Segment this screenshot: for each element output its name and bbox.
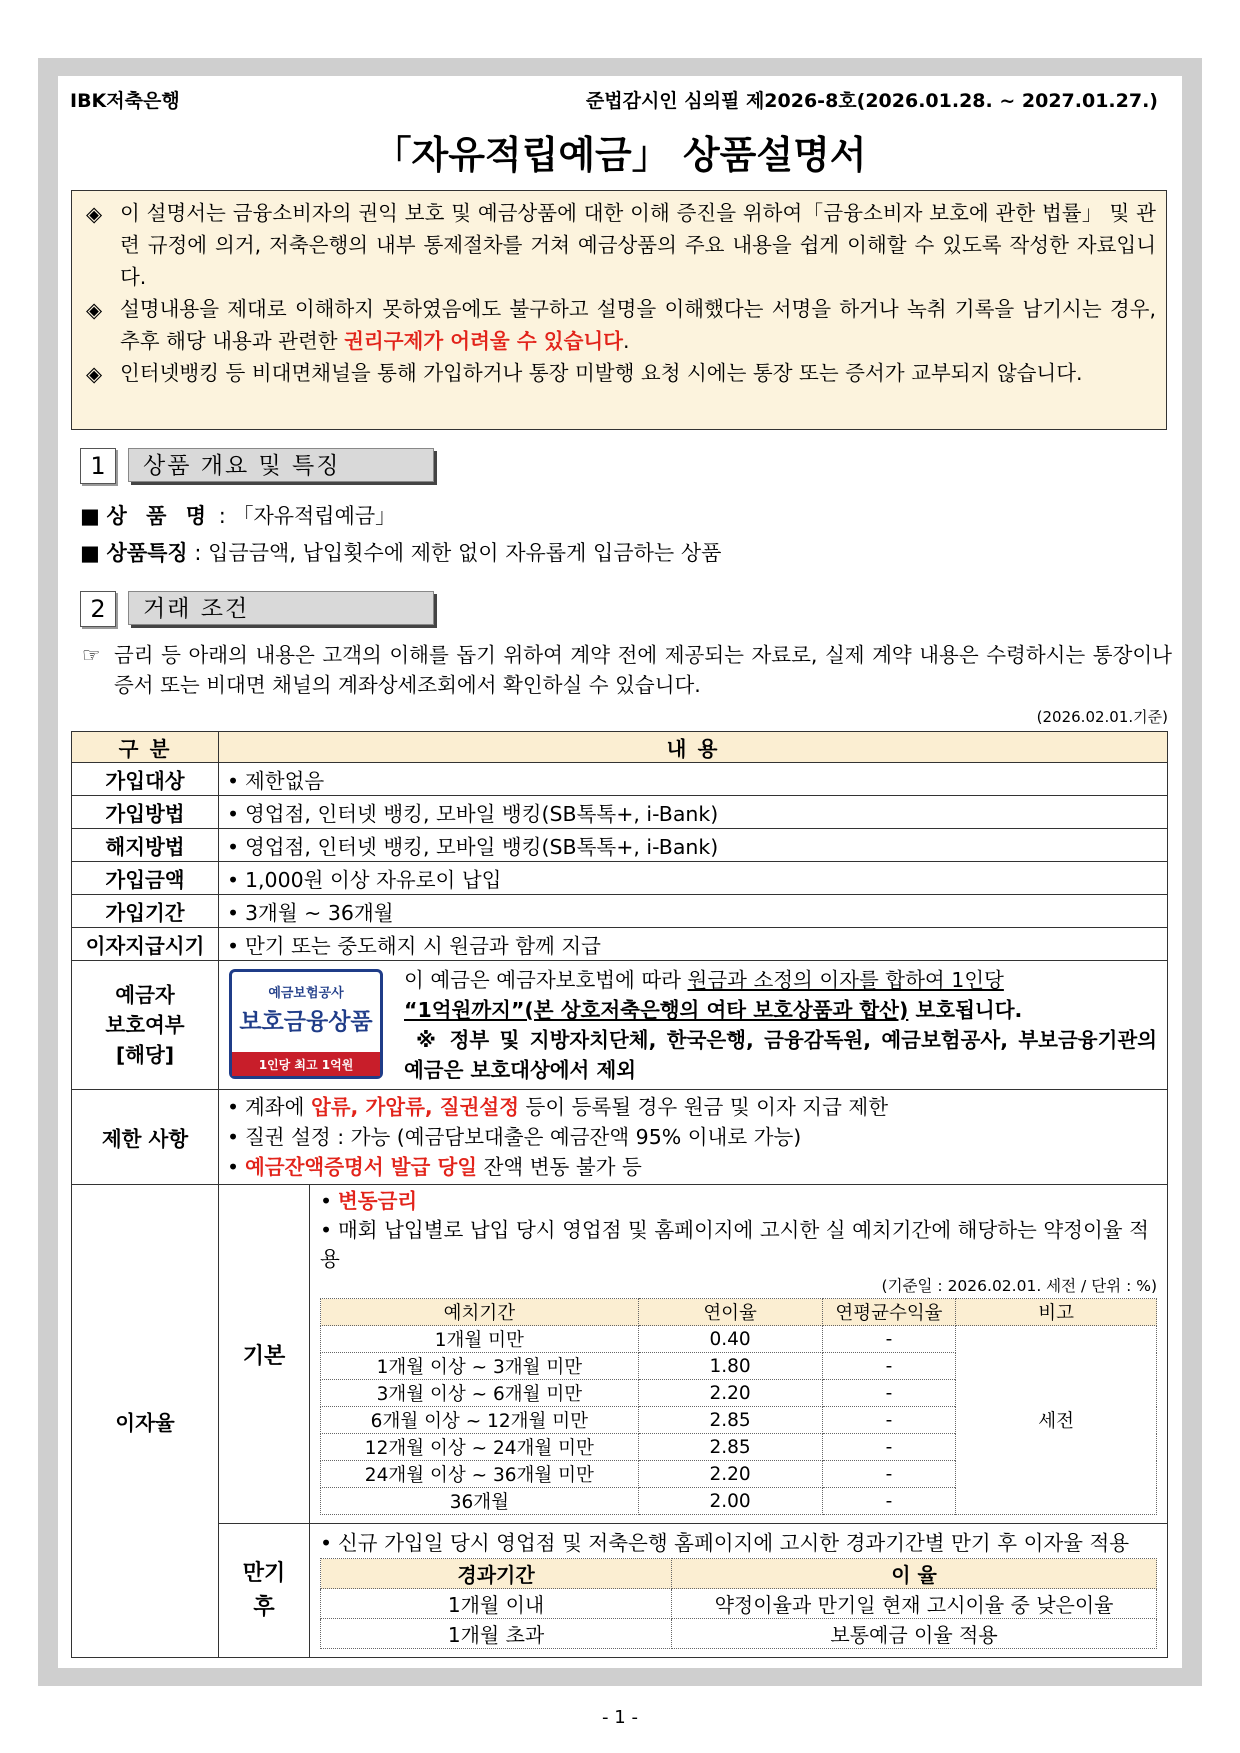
deposit-protection-seal: 예금보험공사 보호금융상품 1인당 최고 1억원 [229,969,383,1079]
terms-table [71,731,1168,1658]
rate-row: 24개월 이상 ~ 36개월 미만 2.20 - [321,1461,1157,1488]
notice-box [71,190,1167,430]
diamond-bullet-icon: ◈ [86,298,103,322]
maturity-row: 1개월 이내 약정이율과 만기일 현재 고시이율 중 낮은이율 [321,1589,1157,1619]
document-title: 「자유적립예금」 상품설명서 [373,133,867,177]
rate-row: 1개월 이상 ~ 3개월 미만 1.80 - [321,1353,1157,1380]
table-row: 해지방법 • 영업점, 인터넷 뱅킹, 모바일 뱅킹(SB톡톡+, i-Bank) [72,829,1168,862]
rate-row: 12개월 이상 ~ 24개월 미만 2.85 - [321,1434,1157,1461]
rate-row: 3개월 이상 ~ 6개월 미만 2.20 - [321,1380,1157,1407]
diamond-bullet-icon: ◈ [86,202,103,226]
protection-row: 예금자 보호여부 [해당] 예금보험공사 보호금융상품 1인당 최고 1억원 이 예금은 예금자보호법에 따라 원금과 소정의 이자를 합하여 1인당 “1억원까지”(본 상호저축은행의 여타 보호상품과 합산) 보호됩니다. ※ 정부 및 지방자치단체, 한국은행, 금융감독원, 예금보험공사, 부보금융기관의 예금은 보호대상에서 제외 [72,961,1168,1090]
table-row: 가입기간 • 3개월 ~ 36개월 [72,895,1168,928]
interest-maturity-row: 만기 후 • 신규 가입일 당시 영업점 및 저축은행 홈페이지에 고시한 경과기간별 만기 후 이자율 적용 경과기간 이 율 1개월 이내 약정이율과 만기일 현재 고시이율 중 낮은이율 1개월 초과 보통예금 이율 적용 [72,1524,1168,1658]
terms-note: ☞ 금리 등 아래의 내용은 고객의 이해를 돕기 위하여 계약 전에 제공되는 자료로, 실제 계약 내용은 수령하시는 통장이나 증서 또는 비대면 채널의 계좌상세조회에서 확인하실 수 있습니다. [82,640,1172,700]
notice-item: ◈ 인터넷뱅킹 등 비대면채널을 통해 가입하거나 통장 미발행 요청 시에는 통장 또는 증서가 교부되지 않습니다. [84,357,1156,389]
interest-basic-row: 이자율 기본 • 변동금리 • 매회 납입별로 납입 당시 영업점 및 홈페이지에 고시한 실 예치기간에 해당하는 약정이율 적용 (기준일 : 2026.02.01. 세전 / 단위 : %) 예치기간 연이율 연평균수익율 비고 1개월 미만 0.40 - 세전 1개월 이상 ~ 3개월 미만 1.80 - 3개월 이상 ~ 6개월 미만 2.20 - 6개월 이상 ~ 12개월 미만 2.85 - 12개월 이상 ~ 24개월 미만 2.85 - 24개월 이상 ~ 36개월 미만 2.20 - 36개월 2.00 - [72,1185,1168,1524]
bank-name: IBK저축은행 [70,90,180,112]
pointing-hand-icon: ☞ [82,643,101,667]
notice-item: ◈ 설명내용을 제대로 이해하지 못하였음에도 불구하고 설명을 이해했다는 서명을 하거나 녹취 기록을 남기시는 경우, 추후 해당 내용과 관련한 권리구제가 어려울 수 있습니다. [84,293,1156,357]
notice-item: ◈ 이 설명서는 금융소비자의 권익 보호 및 예금상품에 대한 이해 증진을 위하여「금융소비자 보호에 관한 법률」 및 관련 규정에 의거, 저축은행의 내부 통제절차를 거쳐 예금상품의 주요 내용을 쉽게 이해할 수 있도록 작성한 자료입니다. [84,197,1156,293]
rate-row: 36개월 2.00 - [321,1488,1157,1515]
table-row: 가입대상 • 제한없음 [72,763,1168,796]
diamond-bullet-icon: ◈ [86,362,103,386]
square-bullet-icon: ■ [80,504,100,528]
rate-table: 예치기간 연이율 연평균수익율 비고 1개월 미만 0.40 - 세전 1개월 이상 ~ 3개월 미만 1.80 - 3개월 이상 ~ 6개월 미만 2.20 - 6개월 이상 ~ 12개월 미만 2.85 - 12개월 이상 ~ 24개월 미만 2.85 - 24개월 이상 ~ 36개월 미만 2.20 - 36개월 2.00 - [320,1298,1157,1515]
product-name-line: ■ 상 품 명 : 「자유적립예금」 [80,504,397,528]
maturity-row: 1개월 초과 보통예금 이율 적용 [321,1619,1157,1649]
product-feature-line: ■ 상품특징 : 입금금액, 납입횟수에 제한 없이 자유롭게 입금하는 상품 [80,541,722,565]
table-row: 가입금액 • 1,000원 이상 자유로이 납입 [72,862,1168,895]
header-cell: 구 분 [72,732,219,763]
page-number: - 1 - [602,1707,638,1728]
maturity-rate-table: 경과기간 이 율 1개월 이내 약정이율과 만기일 현재 고시이율 중 낮은이율 1개월 초과 보통예금 이율 적용 [320,1558,1157,1649]
warning-text: 권리구제가 어려울 수 있습니다 [344,329,623,353]
basis-date: (2026.02.01.기준) [1036,708,1168,726]
exclusion-note: ※ 정부 및 지방자치단체, 한국은행, 금융감독원, 예금보험공사, 부보금융기관의 예금은 보호대상에서 제외 [404,1028,1157,1082]
rate-row: 1개월 미만 0.40 - 세전 [321,1326,1157,1353]
square-bullet-icon: ■ [80,541,100,565]
approval-number: 준법감시인 심의필 제2026-8호(2026.01.28. ~ 2027.01.27.) [585,90,1158,112]
table-row: 가입방법 • 영업점, 인터넷 뱅킹, 모바일 뱅킹(SB톡톡+, i-Bank) [72,796,1168,829]
rate-row: 6개월 이상 ~ 12개월 미만 2.85 - [321,1407,1157,1434]
header-cell: 내 용 [219,732,1168,763]
restriction-row: 제한 사항 • 계좌에 압류, 가압류, 질권설정 등이 등록될 경우 원금 및 이자 지급 제한 • 질권 설정 : 가능 (예금담보대출은 예금잔액 95% 이내로 가능) • 예금잔액증명서 발급 당일 잔액 변동 불가 등 [72,1090,1168,1185]
table-row: 이자지급시기 • 만기 또는 중도해지 시 원금과 함께 지급 [72,928,1168,961]
